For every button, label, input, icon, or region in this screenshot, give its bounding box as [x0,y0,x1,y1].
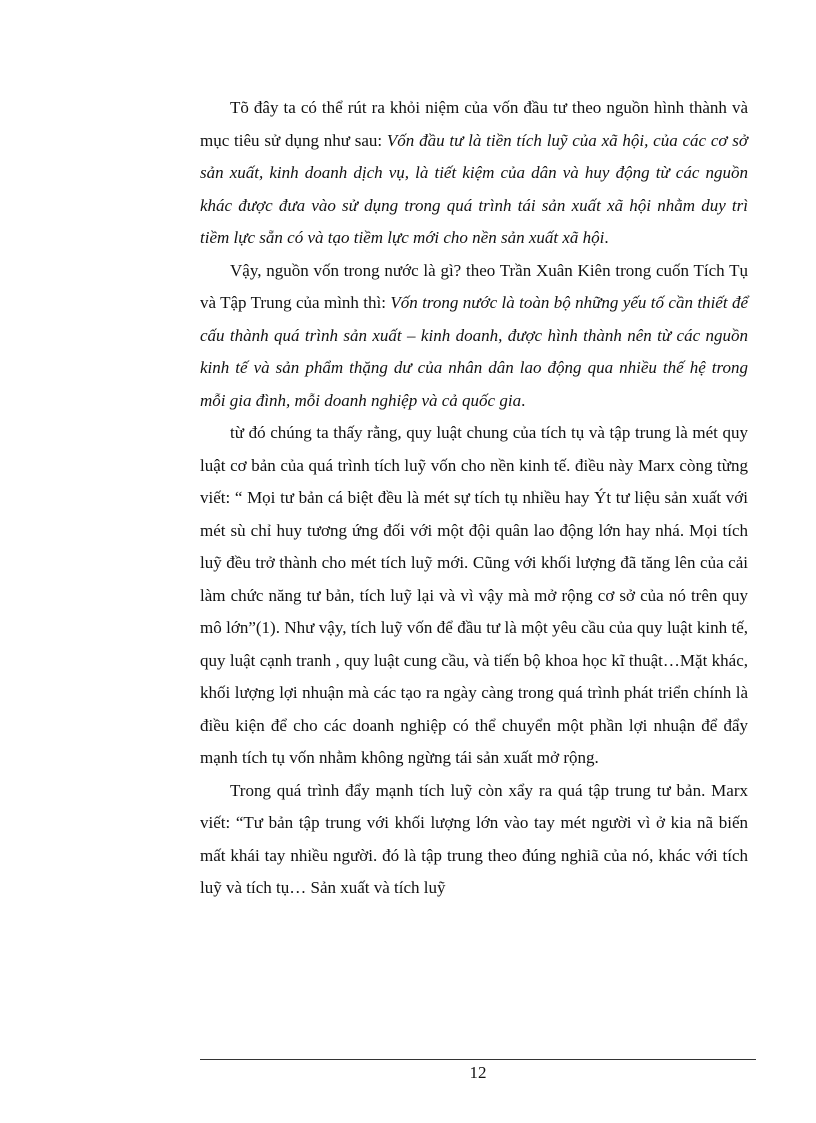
paragraph-2-definition: Vốn trong nước là toàn bộ những yếu tố cần thiết để cấu thành quá trình sản xuất – kinh doanh, được hình thành nên từ các nguồn kinh tế và sản phẩm thặng dư của nhân dân lao động qua nhiều thế hệ trong mỗi gia đình, mỗi doanh nghiệp và cả quốc gia [200,293,749,410]
paragraph-4-text: Trong quá trình đẩy mạnh tích luỹ còn xẩy ra quá tập trung tư bản. Marx viết: “Tư bản tập trung với khối lượng lớn vào tay mét người vì ở kia nã biến mất khái tay nhiều người. đó là tập trung theo đúng nghiã của nó, khác với tích luỹ và tích tụ… Sản xuất và tích luỹ [200,780,748,897]
paragraph-1-definition: Vốn đầu tư là tiền tích luỹ của xã hội, của các cơ sở sản xuất, kinh doanh dịch vụ, là tiết kiệm của dân và huy động từ các nguồn khác được đưa vào sử dụng trong quá trình tái sản xuất xã hội nhằm duy trì tiềm lực sẵn có và tạo tiềm lực mới cho nền sản xuất xã hội [200,130,748,247]
paragraph-1-tail: . [604,228,609,247]
paragraph-4 [200,775,748,905]
page-number: 12 [469,1063,487,1082]
paragraph-2 [200,255,748,418]
document-body [200,92,748,905]
paragraph-3 [200,417,748,775]
paragraph-2-text: Vậy, nguồn vốn trong nước là gì? theo Trần Xuân Kiên trong cuốn Tích Tụ và Tập Trung của mình thì: [200,260,748,312]
paragraph-3-text: từ đó chúng ta thấy rằng, quy luật chung của tích tụ và tập trung là mét quy luật cơ bản của quá trình tích luỹ vốn cho nền kinh tế. điều này Marx còng từng viết: “ Mọi tư bản cá biệt đều là mét sự tích tụ nhiều hay Ýt tư liệu sản xuất với mét sù chỉ huy tương ứng đối với một đội quân lao động lớn hay nhá. Mọi tích luỹ đều trở thành cho mét tích luỹ mới. Cũng với khối lượng đã tăng lên của cải làm chức năng tư bản, tích luỹ lại và vì vậy mà mở rộng cơ sở của nó trên quy mô lớn”(1). Như vậy, tích luỹ vốn để đầu tư là một yêu cầu của quy luật kinh tế, quy luật cạnh tranh , quy luật cung cầu, và tiến bộ khoa học kĩ thuật…Mặt khác, khối lượng lợi nhuận mà các tạo ra ngày càng trong quá trình phát triển chính là điều kiện để cho các doanh nghiệp có thể chuyển một phần lợi nhuận để đẩy mạnh tích tụ vốn nhằm không ngừng tái sản xuất mở rộng. [200,423,748,767]
paragraph-2-tail: . [521,390,526,410]
paragraph-1 [200,92,748,255]
footer-divider [200,1059,756,1060]
paragraph-1-text: Tõ đây ta có thể rút ra khỏi niệm của vốn đầu tư theo nguồn hình thành và mục tiêu sử dụng như sau: [200,98,748,150]
